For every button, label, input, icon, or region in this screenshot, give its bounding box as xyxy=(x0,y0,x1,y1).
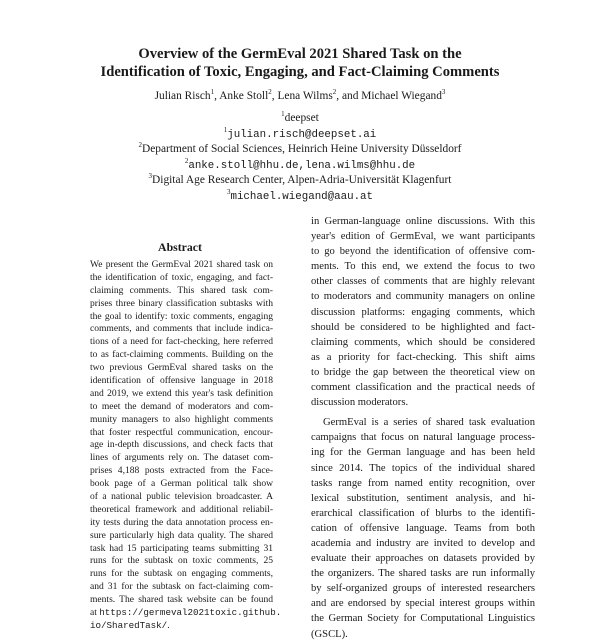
author-name: Julian Risch xyxy=(154,90,211,102)
abstract-line: book page of a German political talk show xyxy=(90,478,273,490)
affil-sup: 3 xyxy=(226,187,231,196)
body-line: to moderators and community managers on online xyxy=(311,291,535,303)
affil-sup: 3 xyxy=(148,172,153,181)
abstract-line: task had 15 participating teams submitting 31 xyxy=(90,542,273,554)
body-line: cation of offensive language. Teams from both xyxy=(311,522,535,534)
abstract-line: claiming comments. This shared task com- xyxy=(90,284,273,296)
abstract-line: to as fact-claiming comments. Building on the xyxy=(90,349,273,361)
abstract-line: of a national public television broadcaster. A xyxy=(90,491,273,503)
body-line: (GSCL). xyxy=(311,628,348,640)
affil-org-name: deepset xyxy=(284,112,319,124)
abstract-line: ity tests during the data annotation process en- xyxy=(90,516,273,528)
abstract-line: two previous GermEval shared tasks on the xyxy=(90,362,273,374)
author-affil-sup: 1 xyxy=(210,88,215,97)
intro-paragraph-2 xyxy=(311,415,535,641)
body-line: ments. To this end, we extend the focus to two xyxy=(311,261,535,273)
body-line: ing for the German language and has been held xyxy=(311,447,535,459)
abstract-url-line xyxy=(90,607,282,620)
body-line: and are endorsed by special interest groups within xyxy=(311,598,535,610)
body-line: as a priority for fact-checking. This shift aims xyxy=(311,351,535,363)
author-name: Michael Wiegand xyxy=(361,90,442,102)
task-website-link-part-1[interactable]: https://germeval2021toxic.github. xyxy=(99,607,282,619)
abstract-line: and 31 for the subtask on fact-claiming com- xyxy=(90,581,273,593)
affiliations xyxy=(40,111,560,204)
abstract-line: sure particularly high data quality. The shared xyxy=(90,529,273,541)
author-affil-sup: 2 xyxy=(268,88,272,97)
affiliation-org xyxy=(40,142,560,158)
affiliation-email xyxy=(40,127,560,143)
body-line: the German Society for Computational Linguistics xyxy=(311,613,535,625)
abstract-line: and 2019, we extend this year's task definition xyxy=(90,387,273,399)
author-name: Anke Stoll xyxy=(219,90,269,102)
intro-column xyxy=(311,214,535,642)
affil-org-name: Department of Social Sciences, Heinrich Heine University Düsseldorf xyxy=(142,143,462,155)
email-address[interactable]: anke.stoll@hhu.de xyxy=(188,159,299,172)
author-name: Lena Wilms xyxy=(277,90,333,102)
body-line: tasks range from named entity recognition, over xyxy=(311,477,535,489)
affiliation-email xyxy=(40,189,560,205)
affil-org-name: Digital Age Research Center, Alpen-Adria-Universität Klagenfurt xyxy=(152,174,452,186)
affil-sup: 2 xyxy=(138,141,142,150)
email-address[interactable]: lena.wilms@hhu.de xyxy=(304,159,416,172)
body-line: academia and industry are invited to develop and xyxy=(311,537,535,549)
abstract-line: munity managers to also highlight comments xyxy=(90,413,273,425)
paper-title xyxy=(40,46,560,81)
affil-sup: 1 xyxy=(281,110,285,119)
abstract-line: prises 4,188 posts extracted from the Face- xyxy=(90,465,273,477)
email-address[interactable]: michael.wiegand@aau.at xyxy=(230,190,374,203)
url-prefix: at xyxy=(90,607,100,619)
body-line: to go beyond the identification of offensive com- xyxy=(311,246,535,258)
abstract-url-line xyxy=(90,620,273,633)
author-list xyxy=(40,89,560,103)
affil-sup: 2 xyxy=(184,156,189,165)
title-line-1: Overview of the GermEval 2021 Shared Task on the xyxy=(138,46,462,62)
email-address[interactable]: julian.risch@deepset.ai xyxy=(227,128,377,141)
intro-paragraph-1 xyxy=(311,214,535,410)
author-affil-sup: 3 xyxy=(441,88,446,97)
affiliation-org xyxy=(40,111,560,127)
abstract-line: We present the GermEval 2021 shared task on xyxy=(90,259,273,270)
author-separator: , and xyxy=(336,90,362,102)
body-line: comment classification and the practical needs of xyxy=(311,382,535,394)
body-line: evaluate their approaches on datasets provided by xyxy=(311,553,535,565)
abstract-line: that foster respectful communication, encour- xyxy=(90,426,273,438)
body-line: to bridge the gap between the theoretical view on xyxy=(311,366,535,378)
body-line: should be considered to be highlighted and fact- xyxy=(311,321,535,333)
body-line: GermEval is a series of shared task evaluation xyxy=(323,417,535,429)
body-line: by self-organized groups of interested researchers xyxy=(311,583,535,595)
author-affil-sup: 2 xyxy=(332,88,337,97)
abstract-line: identification of offensive language in 2018 xyxy=(90,375,273,387)
affil-sup: 1 xyxy=(223,125,228,134)
abstract-line: the goal to identify: toxic comments, engaging xyxy=(90,310,273,322)
author-separator: , xyxy=(214,90,220,102)
abstract-line: tions of a need for fact-checking, here referred xyxy=(90,336,273,348)
abstract-line: comments, and comments that include indica- xyxy=(90,323,273,335)
body-line: lexical substitution, sentiment analysis, and hi- xyxy=(311,492,535,504)
affiliation-email xyxy=(40,158,560,174)
abstract-line: runs for the subtask on engaging comments, xyxy=(90,568,273,580)
affiliation-org xyxy=(40,173,560,189)
email-separator: , xyxy=(298,159,305,172)
abstract-line: lines of arguments rely on. The dataset com- xyxy=(90,452,273,464)
body-line: in German-language online discussions. With this xyxy=(311,216,535,227)
task-website-link-part-2[interactable]: io/SharedTask/ xyxy=(90,619,168,631)
body-line: campaigns that focus on natural language process- xyxy=(311,432,535,444)
body-line: since 2014. The topics of the individual shared xyxy=(311,462,535,474)
abstract-line: theoretical framework and additional reliabil- xyxy=(90,503,273,515)
abstract-line: runs for the subtask on toxic comments, 25 xyxy=(90,555,273,567)
url-suffix: . xyxy=(167,619,170,631)
abstract-body xyxy=(90,259,282,633)
body-line: erarchical classification of blurbs to the identifi- xyxy=(311,507,535,519)
abstract-line: ments. The shared task website can be found xyxy=(90,594,273,606)
abstract-heading: Abstract xyxy=(158,240,202,254)
abstract-line: age in-depth discussions, and check facts that xyxy=(90,439,273,451)
abstract-line: to meet the demand of moderators and com- xyxy=(90,400,273,412)
body-line: claiming comments, which should be considered xyxy=(311,336,535,348)
abstract-line: the identification of toxic, engaging, and fact- xyxy=(90,271,273,283)
body-line: other classes of comments that are highly relevant xyxy=(311,276,535,288)
body-line: discussion moderators. xyxy=(311,397,409,409)
title-line-2: Identification of Toxic, Engaging, and Fact-Claiming Comments xyxy=(100,63,500,80)
abstract-line: prises three binary classification subtasks with xyxy=(90,297,273,309)
body-line: discussion platforms: engaging comments, which xyxy=(311,306,535,318)
body-line: year's edition of GermEval, we want participants xyxy=(311,231,535,243)
author-separator: , xyxy=(271,90,278,102)
body-line: the organizers. The shared tasks are run informally xyxy=(311,568,535,580)
